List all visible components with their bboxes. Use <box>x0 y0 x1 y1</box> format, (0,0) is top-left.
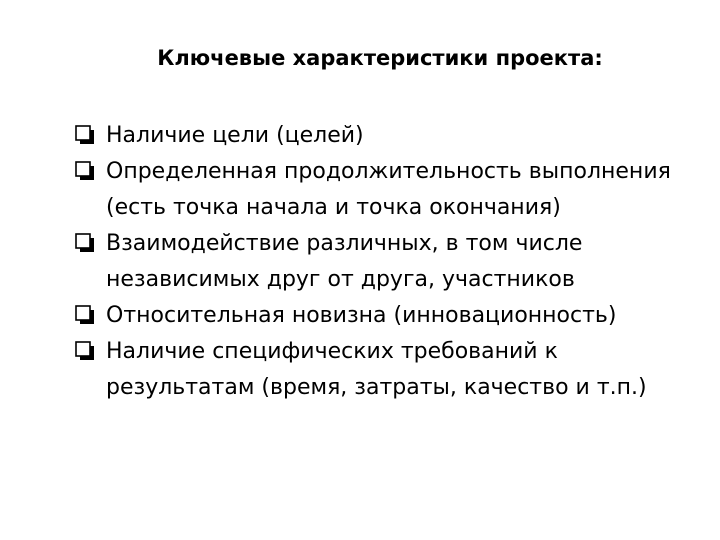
list-item <box>74 298 704 334</box>
list-item <box>74 118 704 154</box>
list-item-text: Относительная новизна (инновационность) <box>106 303 617 328</box>
checkbox-square-icon <box>74 232 96 254</box>
list-item-text: Наличие специфических требований к результатам (время, затраты, качество и т.п.) <box>106 339 647 400</box>
checkbox-square-icon <box>74 304 96 326</box>
list-item-text: Взаимодействие различных, в том числе независимых друг от друга, участников <box>106 231 583 292</box>
list-item-text: Определенная продолжительность выполнения (есть точка начала и точка окончания) <box>106 159 671 220</box>
checkbox-square-icon <box>74 160 96 182</box>
list-item <box>74 334 704 406</box>
slide-title: Ключевые характеристики проекта: <box>157 46 603 70</box>
list-item-text: Наличие цели (целей) <box>106 123 364 148</box>
list-item <box>74 226 704 298</box>
checkbox-square-icon <box>74 340 96 362</box>
bullet-list <box>74 118 704 406</box>
checkbox-square-icon <box>74 124 96 146</box>
list-item <box>74 154 704 226</box>
